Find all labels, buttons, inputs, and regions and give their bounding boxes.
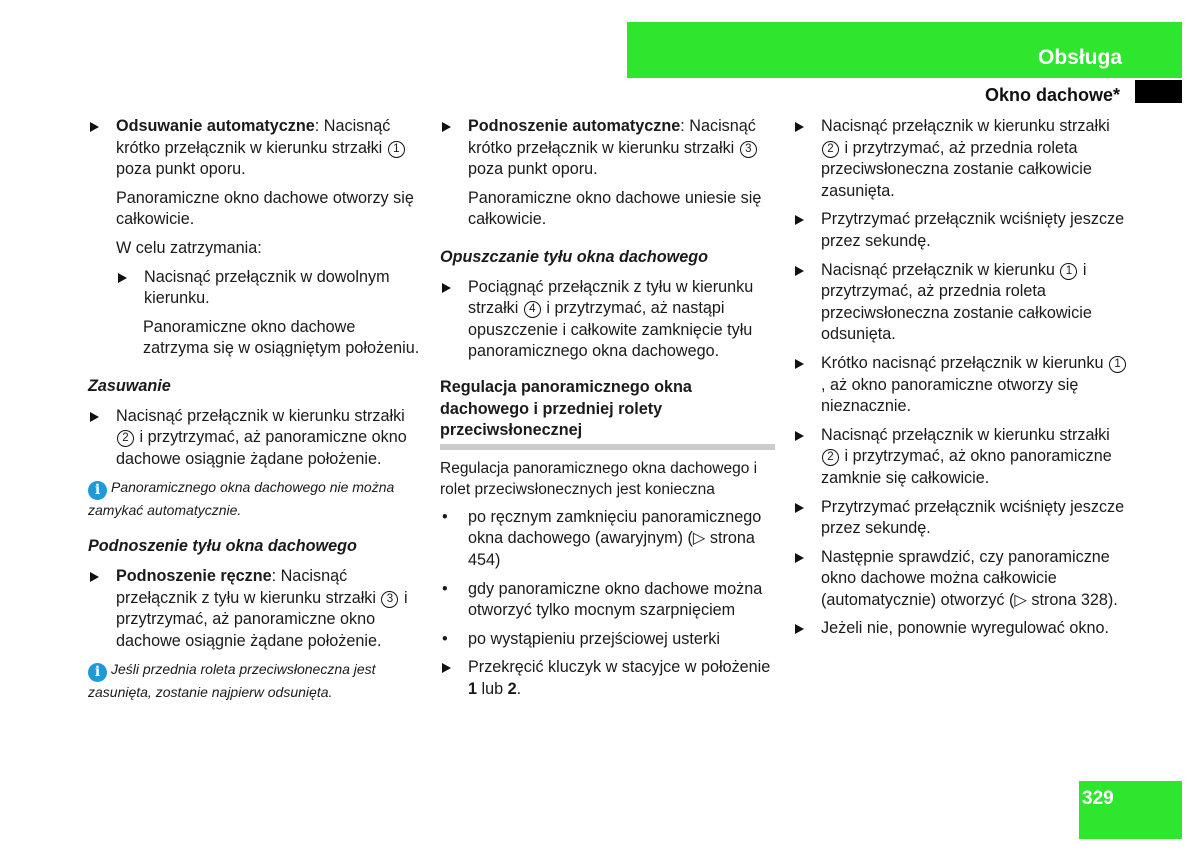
bullet-icon: • xyxy=(442,507,448,526)
heading-lower-rear: Opuszczanie tyłu okna dachowego xyxy=(440,247,709,266)
step-repeat xyxy=(793,618,1128,640)
list-item-text: po wystąpieniu przejściowej usterki xyxy=(468,629,720,648)
info-note xyxy=(88,659,420,702)
result-text: Panoramiczne okno dachowe otworzy się całkowicie. xyxy=(116,188,414,229)
info-note xyxy=(88,477,420,520)
circled-number-icon: 2 xyxy=(822,141,839,158)
step-text: poza punkt oporu. xyxy=(468,160,598,179)
step-manual-raise xyxy=(88,566,420,652)
heading-closing: Zasuwanie xyxy=(88,376,171,395)
step-text: Jeżeli nie, ponownie wyregulować okno. xyxy=(821,619,1109,638)
chapter-tab-marker xyxy=(1135,80,1182,103)
triangle-arrow-icon xyxy=(90,122,99,132)
triangle-arrow-icon xyxy=(795,503,804,513)
step-text: Przytrzymać przełącznik wciśnięty jeszcze przez sekundę. xyxy=(821,210,1125,250)
step-hold-again xyxy=(793,497,1128,540)
step-text: : Nacisnąć krótko przełącznik w kierunku strzałki xyxy=(116,117,391,157)
triangle-arrow-icon xyxy=(118,273,127,283)
list-item xyxy=(440,507,775,572)
info-icon: i xyxy=(88,481,107,500)
instruction-text: W celu zatrzymania: xyxy=(116,238,262,257)
note-text: Panoramicznego okna dachowego nie można zamykać automatycznie. xyxy=(88,479,395,519)
bullet-icon: • xyxy=(442,629,448,648)
triangle-arrow-icon xyxy=(442,663,451,673)
bullet-icon: • xyxy=(442,579,448,598)
column-2 xyxy=(440,116,775,707)
step-text: i przytrzymać, aż okno panoramiczne zamknie się całkowicie. xyxy=(821,447,1112,487)
triangle-arrow-icon xyxy=(90,572,99,582)
key-position: 2 xyxy=(507,679,517,698)
step-turn-key xyxy=(440,657,775,700)
circled-number-icon: 1 xyxy=(1109,356,1126,373)
intro-text: Regulacja panoramicznego okna dachowego i rolet przeciwsłonecznych jest konieczna xyxy=(440,459,758,498)
step-text: Nacisnąć przełącznik w kierunku strzałki xyxy=(821,425,1110,444)
step-text: lub xyxy=(477,679,508,698)
step-text: poza punkt oporu. xyxy=(116,160,246,179)
step-auto-raise xyxy=(440,116,775,181)
list-item xyxy=(440,629,775,651)
step-text: Krótko nacisnąć przełącznik w kierunku xyxy=(821,353,1109,372)
step-text: Nacisnąć przełącznik w kierunku xyxy=(821,260,1060,279)
triangle-arrow-icon xyxy=(795,359,804,369)
step-text: Przytrzymać przełącznik wciśnięty jeszcze przez sekundę. xyxy=(821,497,1125,538)
column-1 xyxy=(88,116,420,718)
circled-number-icon: 4 xyxy=(524,301,541,318)
circled-number-icon: 2 xyxy=(117,430,134,447)
step-text: i przytrzymać, aż nastąpi opuszczenie i całkowite zamknięcie tyłu panoramicznego okna dachowego. xyxy=(468,299,753,361)
list-item-text: gdy panoramiczne okno dachowe można otworzyć tylko mocnym szarpnięciem xyxy=(468,579,763,620)
step-hold xyxy=(793,209,1128,252)
triangle-arrow-icon xyxy=(90,412,99,422)
step-label: Podnoszenie ręczne xyxy=(116,566,272,585)
step-close-blind xyxy=(793,116,1128,202)
result-text: Panoramiczne okno dachowe zatrzyma się w osiągniętym położeniu. xyxy=(143,317,420,358)
step-stop xyxy=(116,267,420,310)
column-3 xyxy=(793,116,1128,647)
step-text: Następnie sprawdzić, czy panoramiczne okno dachowe można całkowicie (automatycznie) otworzyć xyxy=(821,547,1110,609)
list-item-text: po ręcznym zamknięciu panoramicznego okna dachowego (awaryjnym) xyxy=(468,507,762,548)
step-text: Pociągnąć przełącznik z tyłu w kierunku strzałki xyxy=(468,277,754,318)
step-close-window xyxy=(793,425,1128,490)
step-text: i przytrzymać, aż przednia roleta przeciwsłoneczna zostanie całkowicie zasunięta. xyxy=(821,138,1092,200)
circled-number-icon: 3 xyxy=(381,591,398,608)
triangle-arrow-icon xyxy=(795,624,804,634)
step-label: Podnoszenie automatyczne xyxy=(468,117,681,135)
step-short-press xyxy=(793,353,1128,418)
list-item xyxy=(440,579,775,622)
triangle-arrow-icon xyxy=(795,553,804,563)
step-text: i przytrzymać, aż przednia roleta przeciwsłoneczna zostanie całkowicie odsunięta. xyxy=(821,260,1092,344)
page-number: 329 xyxy=(1082,788,1114,809)
step-text: i przytrzymać, aż panoramiczne okno dachowe osiągnie żądane położenie. xyxy=(116,588,408,650)
step-close xyxy=(88,406,420,471)
step-verify xyxy=(793,547,1128,612)
page-reference-link[interactable]: (▷ strona 328). xyxy=(1009,590,1118,609)
section-title: Obsługa xyxy=(1037,46,1122,69)
result-text: Panoramiczne okno dachowe uniesie się całkowicie. xyxy=(468,188,762,229)
heading-divider xyxy=(440,444,775,450)
step-text: Nacisnąć przełącznik w kierunku strzałki xyxy=(821,117,1110,135)
step-text: Nacisnąć przełącznik w kierunku strzałki xyxy=(116,406,405,425)
triangle-arrow-icon xyxy=(795,215,804,225)
step-text: , aż okno panoramiczne otworzy się nieznacznie. xyxy=(821,375,1079,416)
heading-raise-rear: Podnoszenie tyłu okna dachowego xyxy=(88,537,357,556)
step-lower-rear xyxy=(440,277,775,363)
circled-number-icon: 2 xyxy=(822,449,839,466)
triangle-arrow-icon xyxy=(442,283,451,293)
info-icon: i xyxy=(88,663,107,682)
subsection-title: Okno dachowe* xyxy=(984,85,1120,105)
key-position: 1 xyxy=(468,679,478,698)
step-open-blind xyxy=(793,260,1128,346)
triangle-arrow-icon xyxy=(795,266,804,276)
step-text: : Nacisnąć przełącznik z tyłu w kierunku strzałki xyxy=(116,566,381,607)
triangle-arrow-icon xyxy=(795,431,804,441)
circled-number-icon: 1 xyxy=(388,141,405,158)
step-auto-open xyxy=(88,116,420,181)
circled-number-icon: 3 xyxy=(740,141,757,158)
step-text: : Nacisnąć krótko przełącznik w kierunku strzałki xyxy=(468,117,756,157)
note-text: Jeśli przednia roleta przeciwsłoneczna jest zasunięta, zostanie najpierw odsunięta. xyxy=(88,661,376,701)
page-reference-link[interactable]: (▷ strona 454) xyxy=(468,529,755,569)
step-text: i przytrzymać, aż panoramiczne okno dachowe osiągnie żądane położenie. xyxy=(116,428,407,468)
step-text: Przekręcić kluczyk w stacyjce w położenie xyxy=(468,658,771,677)
triangle-arrow-icon xyxy=(795,122,804,132)
step-text: . xyxy=(516,679,522,698)
heading-adjustment: Regulacja panoramicznego okna dachowego i przedniej rolety przeciwsłonecznej xyxy=(440,377,692,440)
triangle-arrow-icon xyxy=(442,122,451,132)
circled-number-icon: 1 xyxy=(1060,263,1077,280)
step-text: Nacisnąć przełącznik w dowolnym kierunku. xyxy=(144,267,390,308)
step-label: Odsuwanie automatyczne xyxy=(116,117,315,135)
